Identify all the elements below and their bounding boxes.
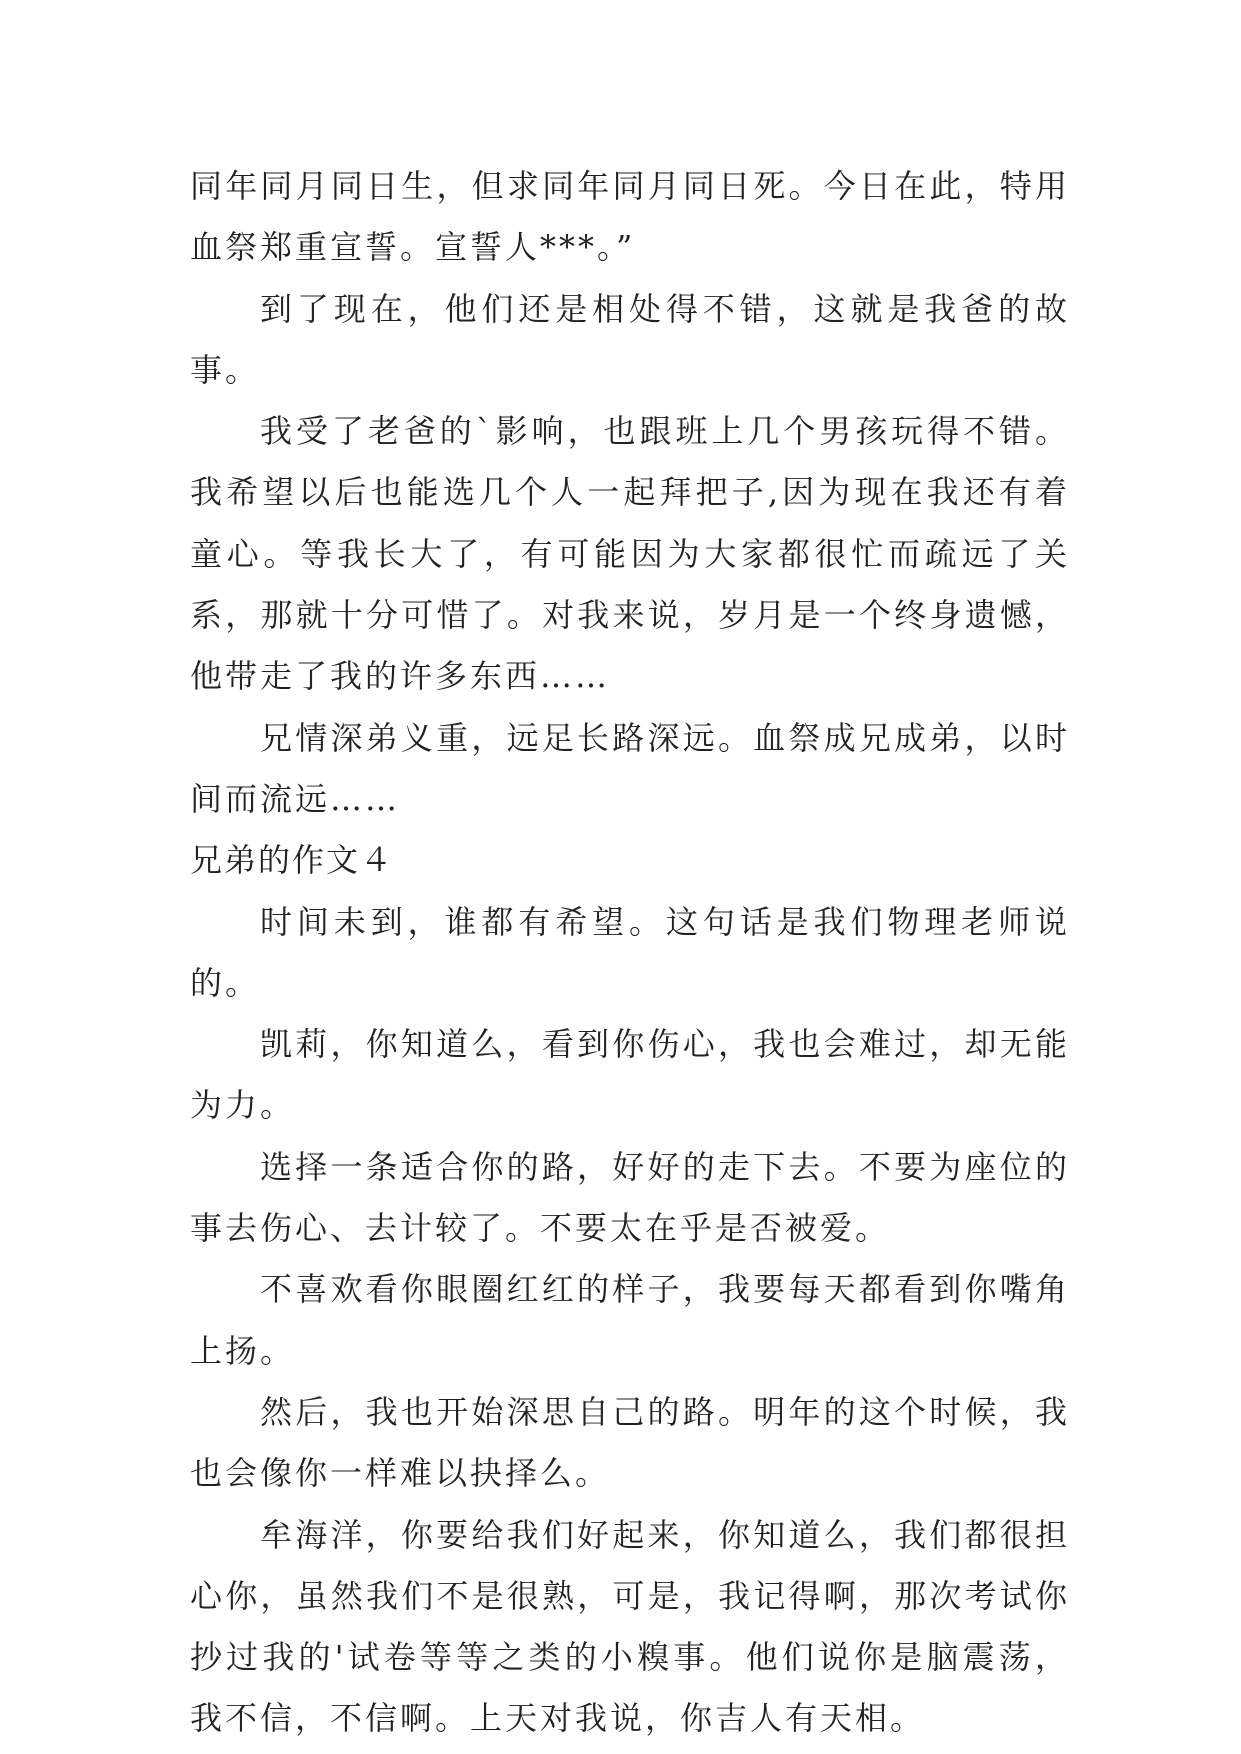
paragraph-kelly: 凯莉，你知道么，看到你伤心，我也会难过，却无能为力。	[190, 1025, 1070, 1125]
paragraph-choose-path: 选择一条适合你的路，好好的走下去。不要为座位的事去伤心、去计较了。不要太在乎是否被爱。	[190, 1147, 1070, 1248]
paragraph-hope: 时间未到，谁都有希望。这句话是我们物理老师说的。	[190, 902, 1070, 1002]
paragraph-oath: 同年同月同日生，但求同年同月同日死。今日在此，特用血祭郑重宣誓。宣誓人***。”	[190, 167, 1070, 267]
paragraph-reflect: 然后，我也开始深思自己的路。明年的这个时候，我也会像你一样难以抉择么。	[190, 1392, 1070, 1493]
paragraph-brotherhood: 兄情深弟义重，远足长路深远。血祭成兄成弟，以时间而流远……	[190, 718, 1070, 818]
section-heading: 兄弟的作文４	[190, 841, 395, 880]
paragraph-mou-haiyang: 牟海洋，你要给我们好起来，你知道么，我们都很担心你，虽然我们不是很熟，可是，我记得啊，那次考试你抄过我的'试卷等等之类的小糗事。他们说你是脑震荡，我不信，不信啊。上天对我说，你吉人有天相。	[190, 1515, 1070, 1738]
document-body	[190, 156, 1070, 1750]
paragraph-influence: 我受了老爸的`影响，也跟班上几个男孩玩得不错。我希望以后也能选几个人一起拜把子,因为现在我还有着童心。等我长大了，有可能因为大家都很忙而疏远了关系，那就十分可惜了。对我来说，岁月是一个终身遗憾，他带走了我的许多东西……	[190, 412, 1070, 696]
paragraph-smile: 不喜欢看你眼圈红红的样子，我要每天都看到你嘴角上扬。	[190, 1270, 1070, 1370]
paragraph-dad-story: 到了现在，他们还是相处得不错，这就是我爸的故事。	[190, 289, 1070, 389]
